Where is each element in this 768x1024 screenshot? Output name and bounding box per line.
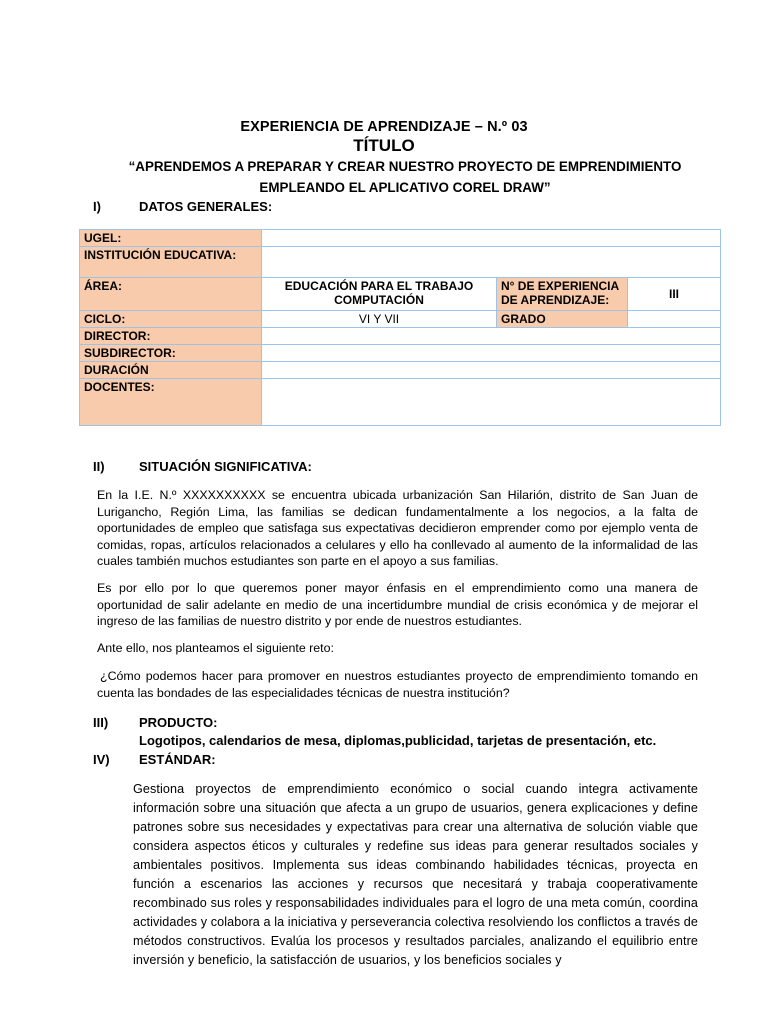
grado-value <box>628 311 721 328</box>
director-value <box>262 328 721 345</box>
docentes-value <box>262 379 721 426</box>
section-2-title: SITUACIÓN SIGNIFICATIVA: <box>139 459 312 474</box>
experience-number-heading: EXPERIENCIA DE APRENDIZAJE – N.º 03 <box>240 119 528 135</box>
institucion-label: INSTITUCIÓN EDUCATIVA: <box>80 247 262 278</box>
section-1-title: DATOS GENERALES: <box>139 199 273 214</box>
institucion-value <box>262 247 721 278</box>
section-3-title: PRODUCTO: <box>139 715 218 730</box>
ugel-label: UGEL: <box>80 230 262 247</box>
producto-list: Logotipos, calendarios de mesa, diplomas,publicidad, tarjetas de presentación, etc. <box>139 733 657 748</box>
section-2-number: II) <box>93 459 105 474</box>
situacion-paragraph-2: Es por ello por lo que queremos poner mayor énfasis en el emprendimiento como una manera de oportunidad de salir adelante en medio de una incertidumbre mundial de crisis económica y de mejorar el ingreso de las familias de nuestro distrito y por ende de nuestros estudiantes. <box>97 581 698 629</box>
ciclo-value: VI Y VII <box>262 311 497 328</box>
subdirector-label: SUBDIRECTOR: <box>80 345 262 362</box>
duracion-value <box>262 362 721 379</box>
grado-label: GRADO <box>497 311 628 328</box>
experience-number-label: N° DE EXPERIENCIA DE APRENDIZAJE: <box>497 278 628 311</box>
docentes-label: DOCENTES: <box>80 379 262 426</box>
situacion-paragraph-1: En la I.E. N.º XXXXXXXXXX se encuentra ubicada urbanización San Hilarión, distrito de San Juan de Lurigancho, Región Lima, las familias se dedican fundamentalmente a los negocios, a la falta de oportunidades de empleo que satisfaga sus expectativas decidieron emprender como por ejemplo venta de comidas, ropas, artículos relacionados a celulares y ello ha conllevado al aumento de la informalidad de las cuales también muchos estudiantes son parte en el apoyo a sus familias. <box>97 488 698 569</box>
section-1-number: I) <box>93 199 101 214</box>
area-label: ÁREA: <box>80 278 262 311</box>
experience-number-value: III <box>628 278 721 311</box>
estandar-paragraph: Gestiona proyectos de emprendimiento económico o social cuando integra activamente información sobre una situación que afecta a un grupo de usuarios, genera explicaciones y define patrones sobre sus necesidades y expectativas para crear una alternativa de solución viable que considera aspectos éticos y culturales y redefine sus ideas para generar resultados sociales y ambientales positivos. Implementa sus ideas combinando habilidades técnicas, proyecta en función a escenarios las acciones y recursos que necesitará y trabaja cooperativamente recombinado sus roles y responsabilidades individuales para el logro de una meta común, coordina actividades y colabora a la iniciativa y perseverancia colectiva resolviendo los conflictos a través de métodos constructivos. Evalúa los procesos y resultados parciales, analizando el equilibrio entre inversión y beneficio, la satisfacción de usuarios, y los beneficios sociales y <box>133 782 698 967</box>
section-4-title: ESTÁNDAR: <box>139 752 216 767</box>
area-value: EDUCACIÓN PARA EL TRABAJO COMPUTACIÓN <box>262 278 497 311</box>
section-3-number: III) <box>93 715 109 730</box>
ciclo-label: CICLO: <box>80 311 262 328</box>
section-4-number: IV) <box>93 752 110 767</box>
subdirector-value <box>262 345 721 362</box>
situacion-paragraph-3: Ante ello, nos planteamos el siguiente reto: <box>97 641 334 655</box>
ugel-value <box>262 230 721 247</box>
project-title: “APRENDEMOS A PREPARAR Y CREAR NUESTRO PROYECTO DE EMPRENDIMIENTO EMPLEANDO EL APLICATIVO COREL DRAW” <box>128 159 682 195</box>
challenge-question: ¿Cómo podemos hacer para promover en nuestros estudiantes proyecto de emprendimiento tomando en cuenta las bondades de las especialidades técnicas de nuestra institución? <box>97 669 698 700</box>
title-heading: TÍTULO <box>353 136 415 155</box>
duracion-label: DURACIÓN <box>80 362 262 379</box>
datos-generales-table <box>79 229 721 426</box>
director-label: DIRECTOR: <box>80 328 262 345</box>
